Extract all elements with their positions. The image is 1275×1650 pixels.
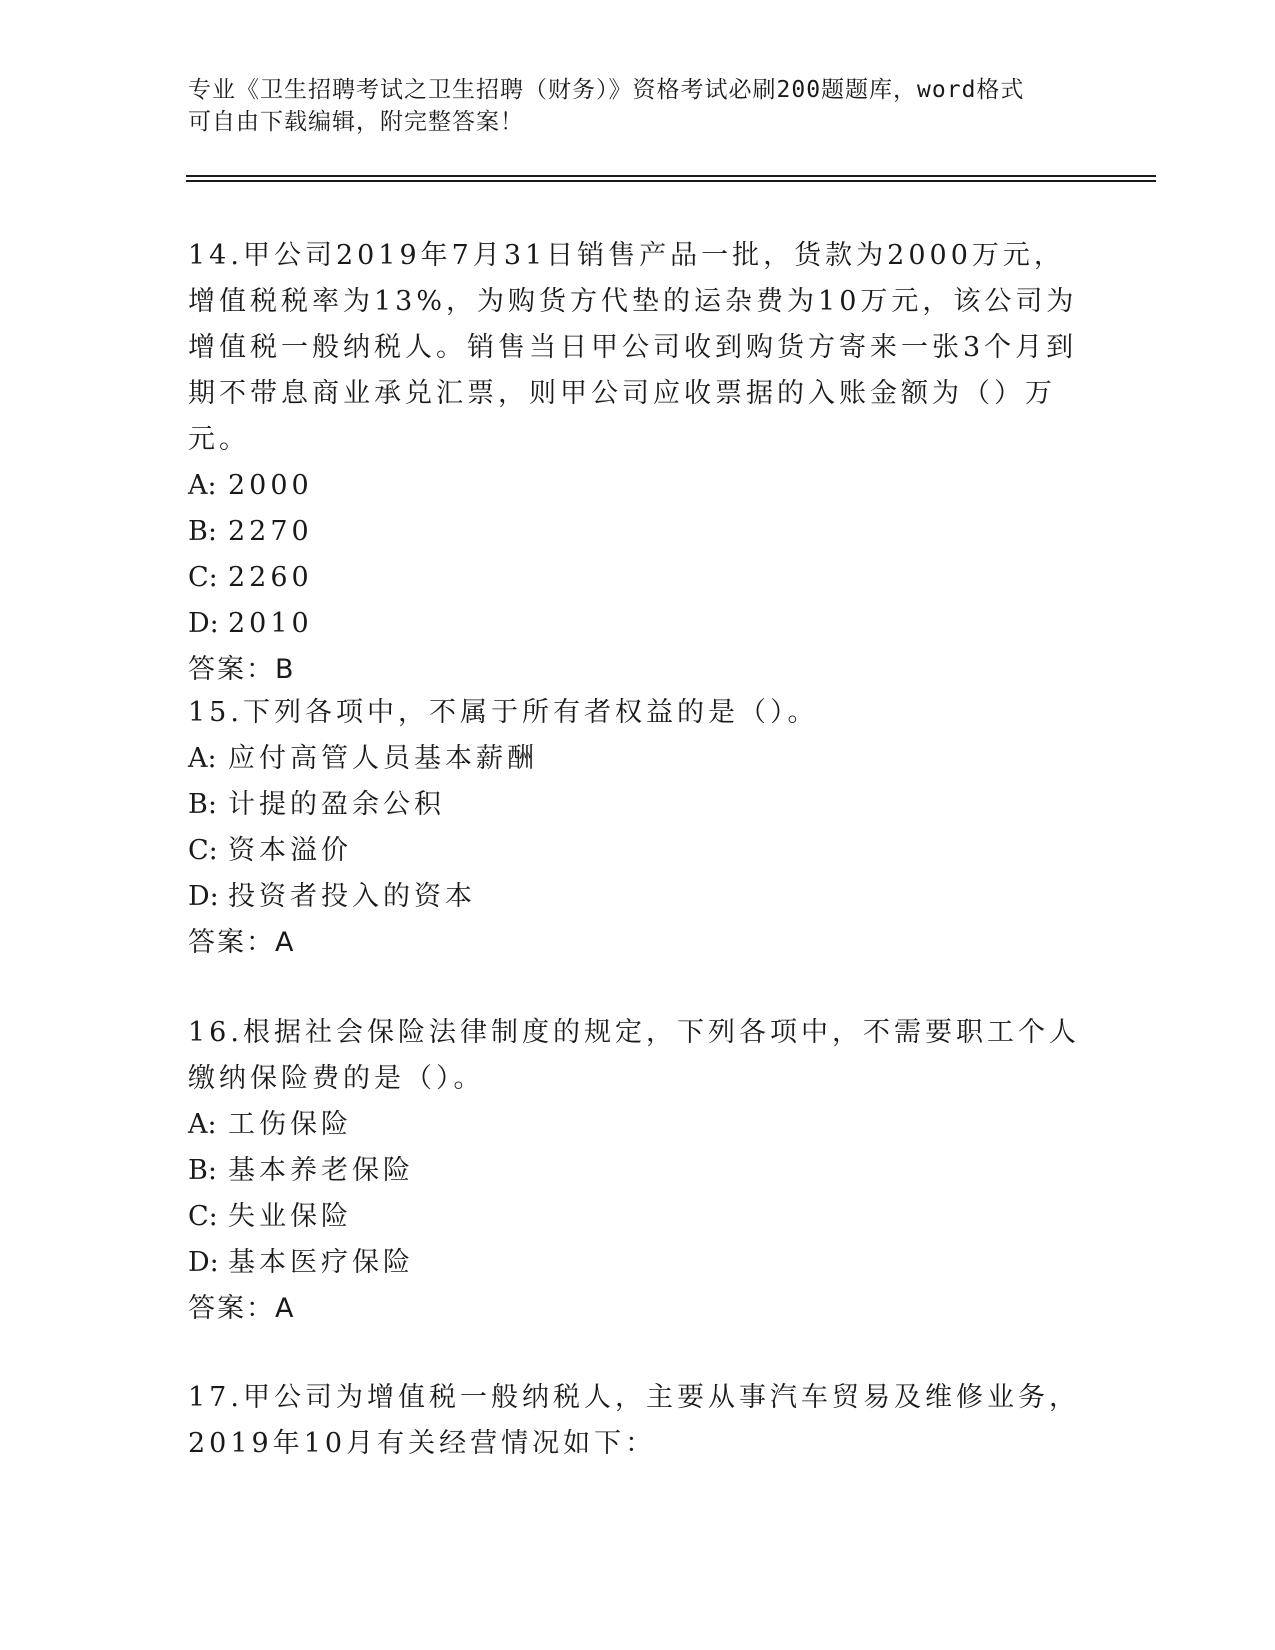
option-d [188,1240,1088,1286]
question-stem: 15.下列各项中，不属于所有者权益的是（）。 [188,697,819,728]
option-text: 2000 [228,470,313,501]
option-letter: B: [188,516,217,547]
option-letter: A: [188,470,217,501]
option-letter: A: [188,743,217,774]
option-text: 基本养老保险 [228,1155,414,1186]
option-letter: A: [188,1109,217,1140]
option-text: 失业保险 [228,1201,352,1232]
answer-label: 答案：A [188,1293,296,1324]
option-c [188,555,1088,601]
question-stem: 16.根据社会保险法律制度的规定，下列各项中，不需要职工个人缴纳保险费的是（）。 [188,1017,1080,1094]
header-divider-bottom [186,180,1156,182]
header-divider-top [186,175,1156,177]
question-16 [188,1010,1088,1332]
question-stem: 14.甲公司2019年7月31日销售产品一批，货款为2000万元，增值税税率为13%，为购货方代垫的运杂费为10万元，该公司为增值税一般纳税人。销售当日甲公司收到购货方寄来一张3个月到期不带息商业承兑汇票，则甲公司应收票据的入账金额为（）万元。 [188,240,1078,455]
option-letter: C: [188,562,218,593]
option-letter: D: [188,608,219,639]
option-c [188,1194,1088,1240]
answer-label: 答案：A [188,927,296,958]
option-letter: B: [188,1155,217,1186]
option-letter: D: [188,881,219,912]
option-a [188,1102,1088,1148]
option-b [188,509,1088,555]
option-text: 工伤保险 [228,1109,352,1140]
option-text: 2270 [228,516,313,547]
option-text: 2260 [228,562,313,593]
option-d [188,874,1088,920]
option-a [188,736,1088,782]
document-header [188,74,1088,138]
option-d [188,601,1088,647]
question-14 [188,233,1088,693]
question-stem: 17.甲公司为增值税一般纳税人，主要从事汽车贸易及维修业务，2019年10月有关经营情况如下： [188,1382,1080,1459]
header-title-line-1: 专业《卫生招聘考试之卫生招聘（财务）》资格考试必刷200题题库，word格式 [188,77,1025,103]
option-letter: C: [188,835,218,866]
option-letter: D: [188,1247,219,1278]
option-text: 2010 [228,608,313,639]
option-b [188,1148,1088,1194]
option-text: 资本溢价 [228,835,352,866]
option-a [188,463,1088,509]
option-text: 应付高管人员基本薪酬 [228,743,538,774]
option-text: 基本医疗保险 [228,1247,414,1278]
question-15 [188,690,1088,966]
header-title-line-2: 可自由下载编辑，附完整答案！ [188,109,524,135]
option-letter: B: [188,789,217,820]
option-text: 投资者投入的资本 [228,881,476,912]
option-c [188,828,1088,874]
answer-label: 答案：B [188,654,296,685]
question-17 [188,1375,1088,1467]
option-text: 计提的盈余公积 [228,789,445,820]
option-letter: C: [188,1201,218,1232]
option-b [188,782,1088,828]
